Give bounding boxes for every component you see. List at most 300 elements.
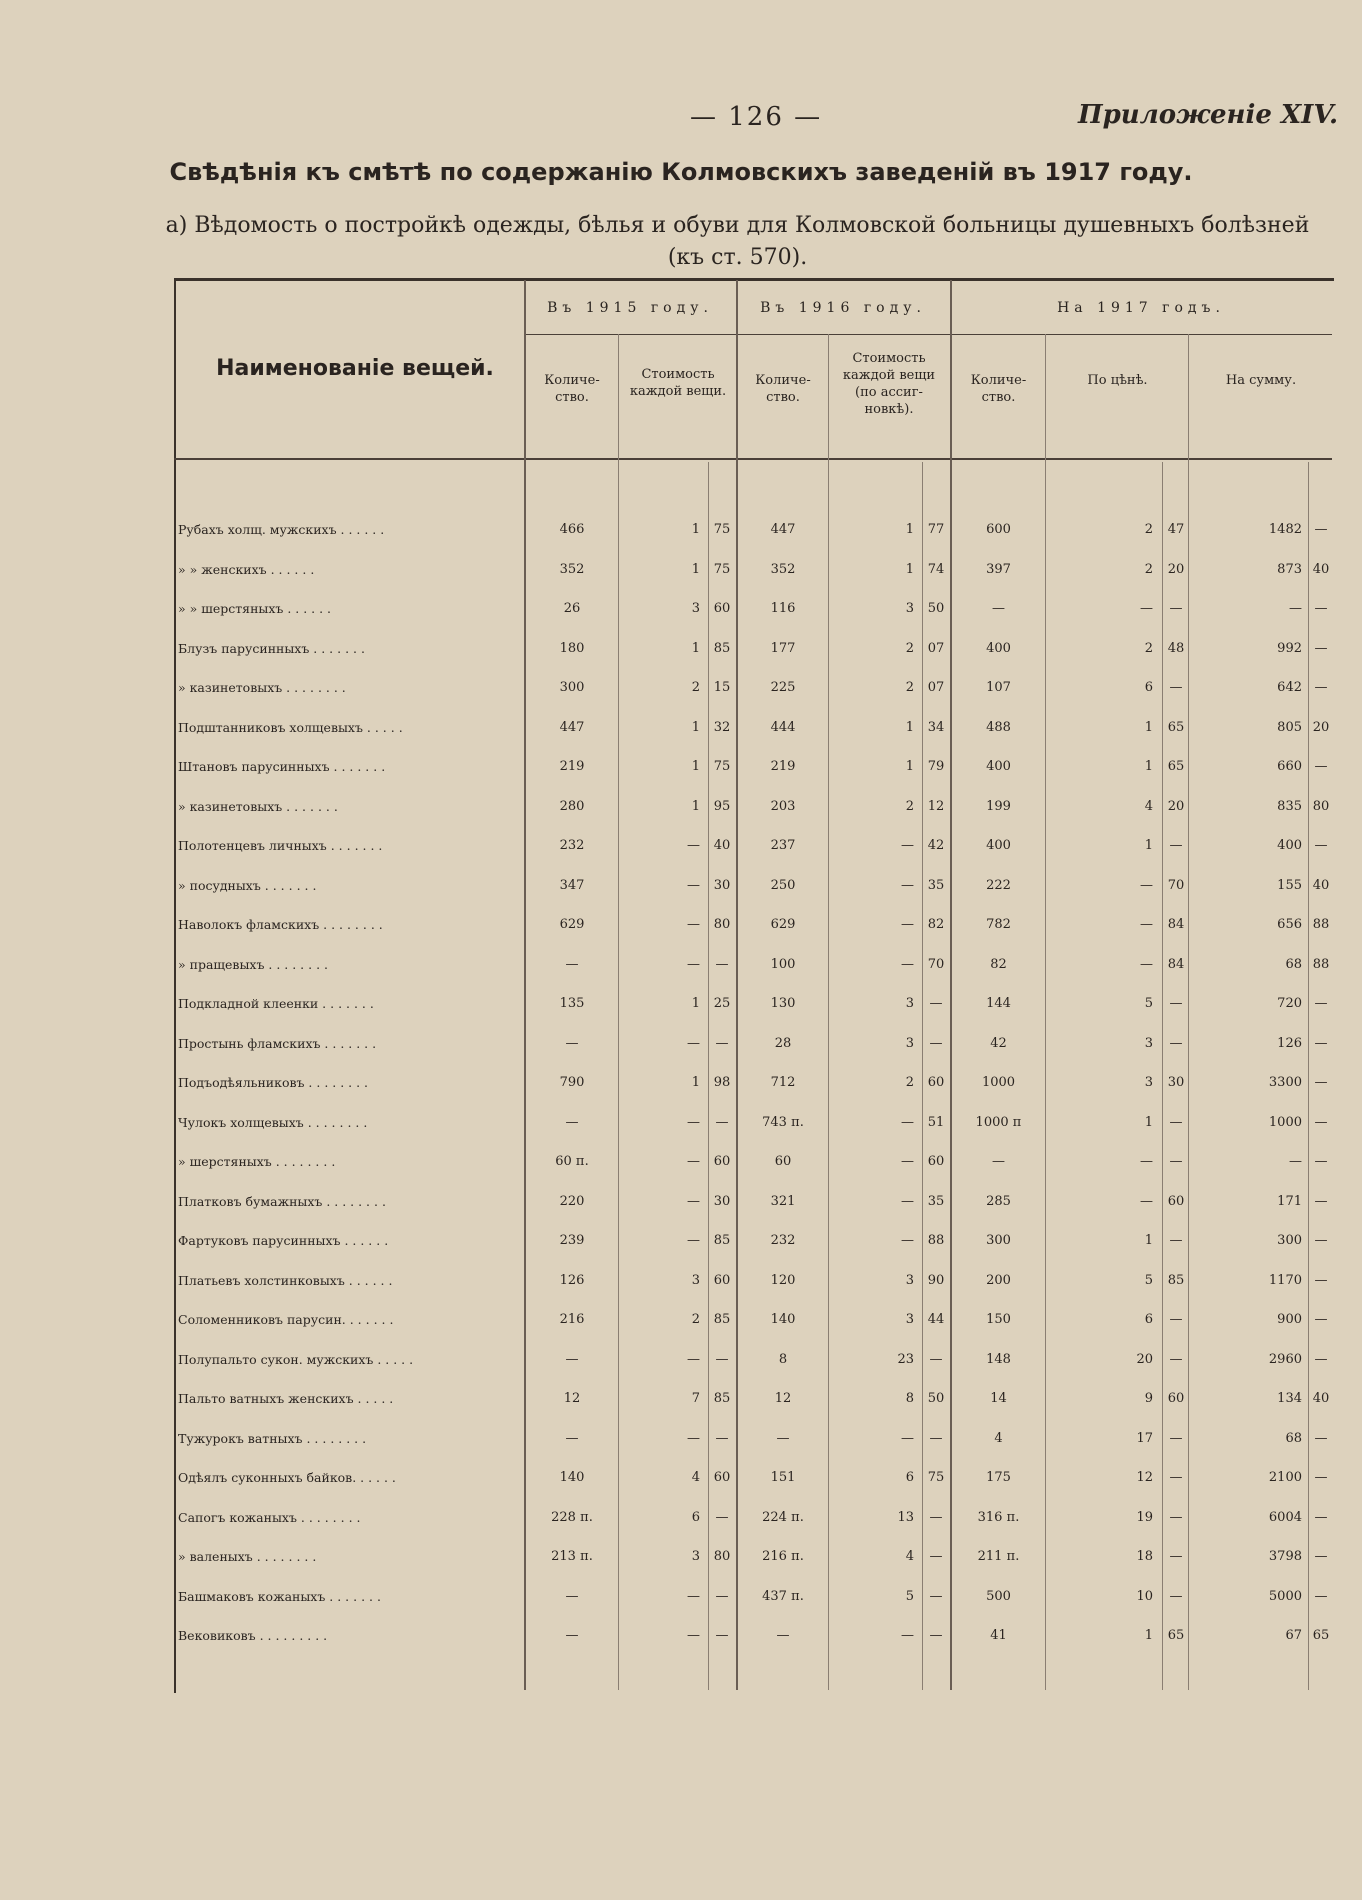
cell-name: Подштанниковъ холщевыхъ . . . . . <box>178 719 403 735</box>
cell-pr: 6 <box>1144 680 1153 695</box>
cell-q17: 400 <box>986 640 1011 656</box>
cell-q15: — <box>565 1628 579 1643</box>
header-qty-1915: Количе-ство. <box>544 373 600 405</box>
cell-sr: 660 <box>1277 759 1302 774</box>
cell-c15k: 25 <box>713 996 731 1011</box>
cell-pr: 1 <box>1144 1628 1153 1643</box>
cell-q15: 219 <box>559 759 585 774</box>
cell-q15: — <box>565 1114 579 1130</box>
header-qty-1917: Количе-ство. <box>970 373 1027 405</box>
cell-pr: 19 <box>1136 1509 1153 1525</box>
cell-q16: 130 <box>770 996 796 1011</box>
cell-pr: 4 <box>1144 798 1153 814</box>
cell-name: » валеныхъ . . . . . . . . <box>178 1549 317 1564</box>
cell-q15: 629 <box>559 917 585 932</box>
cell-sr: 2100 <box>1268 1470 1302 1485</box>
cell-c15r: 2 <box>691 1312 700 1327</box>
cell-sr: 400 <box>1277 838 1302 853</box>
cell-name: Башмаковъ кожаныхъ . . . . . . . <box>178 1588 381 1604</box>
cell-q16: — <box>776 1628 790 1643</box>
table-row <box>0 1153 1362 1192</box>
cell-q16: 177 <box>770 640 796 656</box>
cell-q15: — <box>565 1351 579 1367</box>
cell-c15r: 6 <box>691 1509 700 1525</box>
cell-pk: — <box>1169 1430 1183 1446</box>
cell-name: » пращевыхъ . . . . . . . . <box>178 956 328 972</box>
cell-c16r: 5 <box>905 1588 914 1604</box>
cell-sk: — <box>1314 759 1328 774</box>
cell-c15k: — <box>715 1351 729 1367</box>
cell-name: » шерстяныхъ . . . . . . . . <box>178 1154 336 1169</box>
cell-name: Пальто ватныхъ женскихъ . . . . . <box>178 1391 394 1406</box>
cell-name: Блузъ парусинныхъ . . . . . . . <box>178 640 365 656</box>
cell-q17: 600 <box>986 522 1011 537</box>
cell-name: » » женскихъ . . . . . . <box>178 561 315 577</box>
cell-c15r: 1 <box>691 719 700 735</box>
cell-c16r: 2 <box>905 640 914 656</box>
cell-q15: 140 <box>559 1470 585 1485</box>
cell-sr: 656 <box>1277 917 1302 932</box>
cell-q17: 14 <box>990 1391 1007 1406</box>
cell-q15: 352 <box>559 561 585 577</box>
table-row <box>0 798 1362 837</box>
cell-c15k: — <box>715 1509 729 1525</box>
cell-c16r: — <box>901 1628 914 1643</box>
cell-c15k: — <box>715 956 729 972</box>
cell-pr: 6 <box>1144 1312 1153 1327</box>
cell-c15k: 60 <box>713 601 731 616</box>
cell-pr: 3 <box>1144 1035 1153 1051</box>
cell-c15r: — <box>687 1154 700 1169</box>
cell-c16k: 60 <box>927 1075 945 1090</box>
cell-sk: 40 <box>1312 877 1330 893</box>
cell-name: Простынь фламскихъ . . . . . . . <box>178 1035 377 1051</box>
table-row <box>0 1548 1362 1587</box>
cell-pk: 65 <box>1167 1628 1185 1643</box>
cell-q16: 447 <box>770 522 796 537</box>
cell-name: Штановъ парусинныхъ . . . . . . . <box>178 759 386 774</box>
table-row <box>0 640 1362 679</box>
cell-c16k: 07 <box>927 680 945 695</box>
cell-sk: — <box>1314 1193 1328 1209</box>
cell-c16r: 3 <box>905 996 914 1011</box>
cell-c15r: — <box>687 1193 700 1209</box>
cell-q16: 120 <box>770 1272 796 1288</box>
cell-q15: 280 <box>559 798 585 814</box>
cell-name: » посудныхъ . . . . . . . <box>178 877 317 893</box>
cell-c15r: 1 <box>691 798 700 814</box>
cell-q15: 790 <box>559 1075 585 1090</box>
cell-q15: 60 п. <box>555 1154 589 1169</box>
cell-name: Наволокъ фламскихъ . . . . . . . . <box>178 917 383 932</box>
cell-q16: 8 <box>778 1351 788 1367</box>
cell-c16r: 1 <box>905 759 914 774</box>
cell-name: Подкладной клеенки . . . . . . . <box>178 996 374 1011</box>
table-row <box>0 956 1362 995</box>
cell-sk: 88 <box>1312 917 1330 932</box>
cell-sr: 171 <box>1277 1193 1302 1209</box>
cell-pk: 85 <box>1167 1272 1185 1288</box>
cell-sk: 40 <box>1312 561 1330 577</box>
cell-sk: — <box>1314 1549 1328 1564</box>
cell-pk: — <box>1169 1549 1183 1564</box>
cell-q16: 216 п. <box>762 1549 804 1564</box>
cell-c16k: 07 <box>927 640 945 656</box>
cell-name: Чулокъ холщевыхъ . . . . . . . . <box>178 1114 368 1130</box>
cell-pr: 20 <box>1136 1351 1153 1367</box>
cell-c15r: 7 <box>691 1391 700 1406</box>
cell-c16k: 42 <box>927 838 945 853</box>
cell-sr: 126 <box>1277 1035 1302 1051</box>
cell-c16r: — <box>901 1193 914 1209</box>
cell-q17: 4 <box>994 1430 1003 1446</box>
cell-c15k: 60 <box>713 1154 731 1169</box>
cell-c16r: — <box>901 1430 914 1446</box>
cell-q17: 175 <box>986 1470 1011 1485</box>
cell-pr: 5 <box>1144 1272 1153 1288</box>
cell-c16k: 88 <box>927 1233 945 1248</box>
cell-pr: 10 <box>1136 1588 1153 1604</box>
cell-q16: 437 п. <box>762 1588 804 1604</box>
cell-name: Полотенцевъ личныхъ . . . . . . . <box>178 838 383 853</box>
cell-q15: 447 <box>559 719 585 735</box>
cell-pr: — <box>1140 601 1153 616</box>
cell-q15: 466 <box>559 522 585 537</box>
cell-name: Тужурокъ ватныхъ . . . . . . . . <box>178 1430 367 1446</box>
cell-c16r: 3 <box>905 1035 914 1051</box>
cell-q16: 250 <box>770 877 796 893</box>
cell-c16k: 35 <box>927 877 945 893</box>
header-name: Наименованіе вещей. <box>216 356 494 381</box>
cell-q15: — <box>565 956 579 972</box>
cell-q17: 148 <box>986 1351 1011 1367</box>
cell-c15r: — <box>687 1233 700 1248</box>
cell-c16r: 6 <box>905 1470 914 1485</box>
cell-c15k: — <box>715 1114 729 1130</box>
cell-q15: — <box>565 1035 579 1051</box>
cell-c15r: 1 <box>691 759 700 774</box>
cell-pr: 5 <box>1144 996 1153 1011</box>
cell-sr: — <box>1289 1154 1302 1169</box>
cell-c16k: 50 <box>927 601 945 616</box>
cell-c16k: 34 <box>927 719 945 735</box>
cell-q15: 216 <box>559 1312 585 1327</box>
cell-q17: 144 <box>986 996 1011 1011</box>
cell-c16r: 8 <box>905 1391 914 1406</box>
cell-c15r: — <box>687 838 700 853</box>
cell-q15: 347 <box>559 877 585 893</box>
cell-sr: 992 <box>1277 640 1302 656</box>
table-row <box>0 679 1362 718</box>
cell-c15r: — <box>687 917 700 932</box>
cell-sr: 805 <box>1277 719 1302 735</box>
cell-q15: 232 <box>559 838 585 853</box>
cell-name: » казинетовыхъ . . . . . . . <box>178 798 338 814</box>
cell-q16: 225 <box>770 680 796 695</box>
cell-sk: — <box>1314 1075 1328 1090</box>
cell-c15r: 3 <box>691 601 700 616</box>
cell-sk: — <box>1314 1509 1328 1525</box>
cell-q16: 60 <box>774 1154 792 1169</box>
cell-c15k: 60 <box>713 1272 731 1288</box>
cell-c16r: — <box>901 917 914 932</box>
cell-c15r: — <box>687 1588 700 1604</box>
cell-q16: 321 <box>770 1193 796 1209</box>
cell-c15k: 98 <box>713 1075 731 1090</box>
cell-q15: 300 <box>559 680 585 695</box>
group-rule <box>524 334 1332 335</box>
cell-q16: 232 <box>770 1233 796 1248</box>
cell-q17: 316 п. <box>977 1509 1020 1525</box>
cell-sk: — <box>1314 1351 1328 1367</box>
cell-pr: 2 <box>1144 561 1153 577</box>
cell-q16: 151 <box>770 1470 796 1485</box>
cell-c15r: — <box>687 877 700 893</box>
cell-c16k: 90 <box>927 1272 945 1288</box>
cell-q17: 1000 <box>981 1075 1016 1090</box>
cell-q15: 26 <box>563 601 581 616</box>
cell-c16r: 1 <box>905 719 914 735</box>
cell-q15: — <box>565 1430 579 1446</box>
cell-q17: 782 <box>986 917 1011 932</box>
cell-c15k: 75 <box>713 759 731 774</box>
cell-pr: 2 <box>1144 522 1153 537</box>
cell-c15r: — <box>687 1351 700 1367</box>
cell-c15k: 30 <box>713 1193 731 1209</box>
cell-c16r: — <box>901 956 914 972</box>
table-row <box>0 1074 1362 1113</box>
table-row <box>0 1311 1362 1350</box>
cell-c16k: 79 <box>927 759 945 774</box>
cell-c16k: — <box>929 1549 943 1564</box>
table-row <box>0 1588 1362 1627</box>
cell-pk: — <box>1169 1470 1183 1485</box>
cell-c15k: 80 <box>713 917 731 932</box>
table-row <box>0 1114 1362 1153</box>
table-row <box>0 1627 1362 1666</box>
cell-c15k: 60 <box>713 1470 731 1485</box>
table-row <box>0 521 1362 560</box>
table-row <box>0 1193 1362 1232</box>
cell-q17: 397 <box>986 561 1011 577</box>
cell-c16r: 3 <box>905 1312 914 1327</box>
cell-sk: — <box>1314 1035 1328 1051</box>
cell-sr: 68 <box>1285 1430 1302 1446</box>
cell-sr: 1482 <box>1268 522 1302 537</box>
cell-name: » казинетовыхъ . . . . . . . . <box>178 680 346 695</box>
cell-c16k: — <box>929 1509 943 1525</box>
cell-q17: 42 <box>990 1035 1007 1051</box>
cell-pk: — <box>1169 1588 1183 1604</box>
table-row <box>0 1469 1362 1508</box>
cell-sk: — <box>1314 601 1328 616</box>
cell-c16r: 2 <box>905 680 914 695</box>
table-row <box>0 877 1362 916</box>
cell-q16: 743 п. <box>762 1114 804 1130</box>
cell-pk: 65 <box>1167 719 1185 735</box>
cell-pk: 20 <box>1167 798 1185 814</box>
cell-sk: — <box>1314 838 1328 853</box>
cell-q17: 211 п. <box>977 1549 1020 1564</box>
cell-q16: 352 <box>770 561 796 577</box>
cell-q17: 41 <box>990 1628 1007 1643</box>
cell-pk: 60 <box>1167 1193 1185 1209</box>
cell-sr: 720 <box>1277 996 1302 1011</box>
cell-c16r: — <box>901 1114 914 1130</box>
cell-c16k: 44 <box>927 1312 945 1327</box>
cell-pk: — <box>1169 1114 1183 1130</box>
cell-pk: — <box>1169 680 1183 695</box>
cell-q16: 444 <box>770 719 796 735</box>
cell-sr: 134 <box>1277 1391 1302 1406</box>
cell-c15r: 3 <box>691 1549 700 1564</box>
cell-c15k: 75 <box>713 561 731 577</box>
cell-c16k: 74 <box>927 561 945 577</box>
cell-c16k: 60 <box>927 1154 945 1169</box>
cell-pr: — <box>1140 877 1153 893</box>
cell-sk: — <box>1314 640 1328 656</box>
cell-sk: 40 <box>1312 1391 1330 1406</box>
cell-sk: — <box>1314 1154 1328 1169</box>
table-row <box>0 1509 1362 1548</box>
cell-c16k: 12 <box>927 798 945 814</box>
cell-pr: — <box>1140 917 1153 932</box>
cell-q15: 12 <box>563 1391 581 1406</box>
cell-q16: — <box>776 1430 790 1446</box>
cell-c16r: — <box>901 1154 914 1169</box>
cell-name: » » шерстяныхъ . . . . . . <box>178 601 332 616</box>
cell-pr: — <box>1140 1193 1153 1209</box>
cell-q17: 400 <box>986 838 1011 853</box>
cell-c16r: 23 <box>897 1351 914 1367</box>
cell-c16r: 1 <box>905 561 914 577</box>
cell-c16k: — <box>929 1351 943 1367</box>
cell-sr: 2960 <box>1268 1351 1302 1367</box>
cell-q15: 239 <box>559 1233 585 1248</box>
cell-name: Платьевъ холстинковыхъ . . . . . . <box>178 1272 393 1288</box>
cell-pk: 65 <box>1167 759 1185 774</box>
table-row <box>0 1390 1362 1429</box>
cell-sk: — <box>1314 522 1328 537</box>
cell-c15k: — <box>715 1430 729 1446</box>
cell-c15r: 1 <box>691 1075 700 1090</box>
cell-name: Полупальто сукон. мужскихъ . . . . . <box>178 1351 414 1367</box>
cell-q17: 500 <box>986 1588 1011 1604</box>
cell-c16r: 2 <box>905 798 914 814</box>
table-row <box>0 758 1362 797</box>
cell-q16: 140 <box>770 1312 796 1327</box>
cell-q15: 228 п. <box>551 1509 593 1525</box>
cell-c16r: 3 <box>905 601 914 616</box>
cell-name: Рубахъ холщ. мужскихъ . . . . . . <box>178 522 385 537</box>
cell-pr: 12 <box>1136 1470 1153 1485</box>
cell-q17: 150 <box>986 1312 1011 1327</box>
cell-c15r: 3 <box>691 1272 700 1288</box>
cell-c16r: 2 <box>905 1075 914 1090</box>
cell-c15k: — <box>715 1035 729 1051</box>
cell-c16k: 75 <box>927 1470 945 1485</box>
cell-pk: — <box>1169 1509 1183 1525</box>
cell-pr: 1 <box>1144 759 1153 774</box>
cell-sk: — <box>1314 996 1328 1011</box>
cell-c15r: 4 <box>691 1470 700 1485</box>
cell-c15r: 1 <box>691 522 700 537</box>
cell-q15: 180 <box>559 640 585 656</box>
table-row <box>0 561 1362 600</box>
cell-c16k: 77 <box>927 522 945 537</box>
header-qty-1916: Количе-ство. <box>755 373 811 405</box>
table-row <box>0 1232 1362 1271</box>
cell-sr: 1170 <box>1268 1272 1302 1288</box>
cell-pr: 1 <box>1144 838 1153 853</box>
cell-q17: 222 <box>986 877 1011 893</box>
cell-c15r: — <box>687 1628 700 1643</box>
cell-c16r: — <box>901 1233 914 1248</box>
cell-c15k: 30 <box>713 877 731 893</box>
table-row <box>0 600 1362 639</box>
cell-c15r: — <box>687 1430 700 1446</box>
cell-pk: — <box>1169 996 1183 1011</box>
cell-sr: 6004 <box>1268 1509 1302 1525</box>
table-row <box>0 837 1362 876</box>
cell-q15: 213 п. <box>551 1549 593 1564</box>
cell-c15k: 85 <box>713 1233 731 1248</box>
cell-pr: 3 <box>1144 1075 1153 1090</box>
cell-pk: 30 <box>1167 1075 1185 1090</box>
header-1915: Въ 1915 году. <box>547 300 713 316</box>
cell-q15: — <box>565 1588 579 1604</box>
cell-c16r: 4 <box>905 1549 914 1564</box>
cell-pk: 70 <box>1167 877 1185 893</box>
cell-c16k: 51 <box>927 1114 945 1130</box>
cell-sr: 900 <box>1277 1312 1302 1327</box>
header-cost-1915: Стоимость каждой вещи. <box>629 367 727 399</box>
cell-sr: 155 <box>1277 877 1302 893</box>
cell-name: Платковъ бумажныхъ . . . . . . . . <box>178 1193 386 1209</box>
cell-q16: 224 п. <box>762 1509 804 1525</box>
cell-pk: 20 <box>1167 561 1185 577</box>
cell-sk: — <box>1314 1470 1328 1485</box>
appendix-label: Приложеніе XIV. <box>1078 100 1338 130</box>
cell-sr: 300 <box>1277 1233 1302 1248</box>
cell-q17: 300 <box>986 1233 1011 1248</box>
header-bottom-rule <box>174 458 1332 460</box>
cell-sr: 1000 <box>1268 1114 1302 1130</box>
cell-q17: 107 <box>986 680 1011 695</box>
cell-sk: — <box>1314 1233 1328 1248</box>
cell-sr: 67 <box>1285 1628 1302 1643</box>
cell-sk: 65 <box>1312 1628 1330 1643</box>
cell-pr: 18 <box>1136 1549 1153 1564</box>
table-row <box>0 916 1362 955</box>
cell-sk: — <box>1314 1312 1328 1327</box>
cell-q15: 126 <box>559 1272 585 1288</box>
document-title: Свѣдѣнія къ смѣтѣ по содержанію Колмовскихъ заведеній въ 1917 году. <box>169 158 1193 186</box>
cell-q17: 82 <box>990 956 1007 972</box>
cell-q16: 116 <box>770 601 796 616</box>
cell-c15k: 85 <box>713 1312 731 1327</box>
cell-name: Вековиковъ . . . . . . . . . <box>178 1628 328 1643</box>
cell-c16r: — <box>901 838 914 853</box>
cell-sr: 68 <box>1285 956 1302 972</box>
cell-c15k: 75 <box>713 522 731 537</box>
cell-c15r: — <box>687 1035 700 1051</box>
cell-q17: 285 <box>986 1193 1011 1209</box>
subtitle-line-1: а) Вѣдомость о постройкѣ одежды, бѣлья и обуви для Колмовской больницы душевныхъ болѣзней <box>165 213 1310 238</box>
cell-q15: 220 <box>559 1193 585 1209</box>
cell-pk: 60 <box>1167 1391 1185 1406</box>
cell-c15k: — <box>715 1628 729 1643</box>
